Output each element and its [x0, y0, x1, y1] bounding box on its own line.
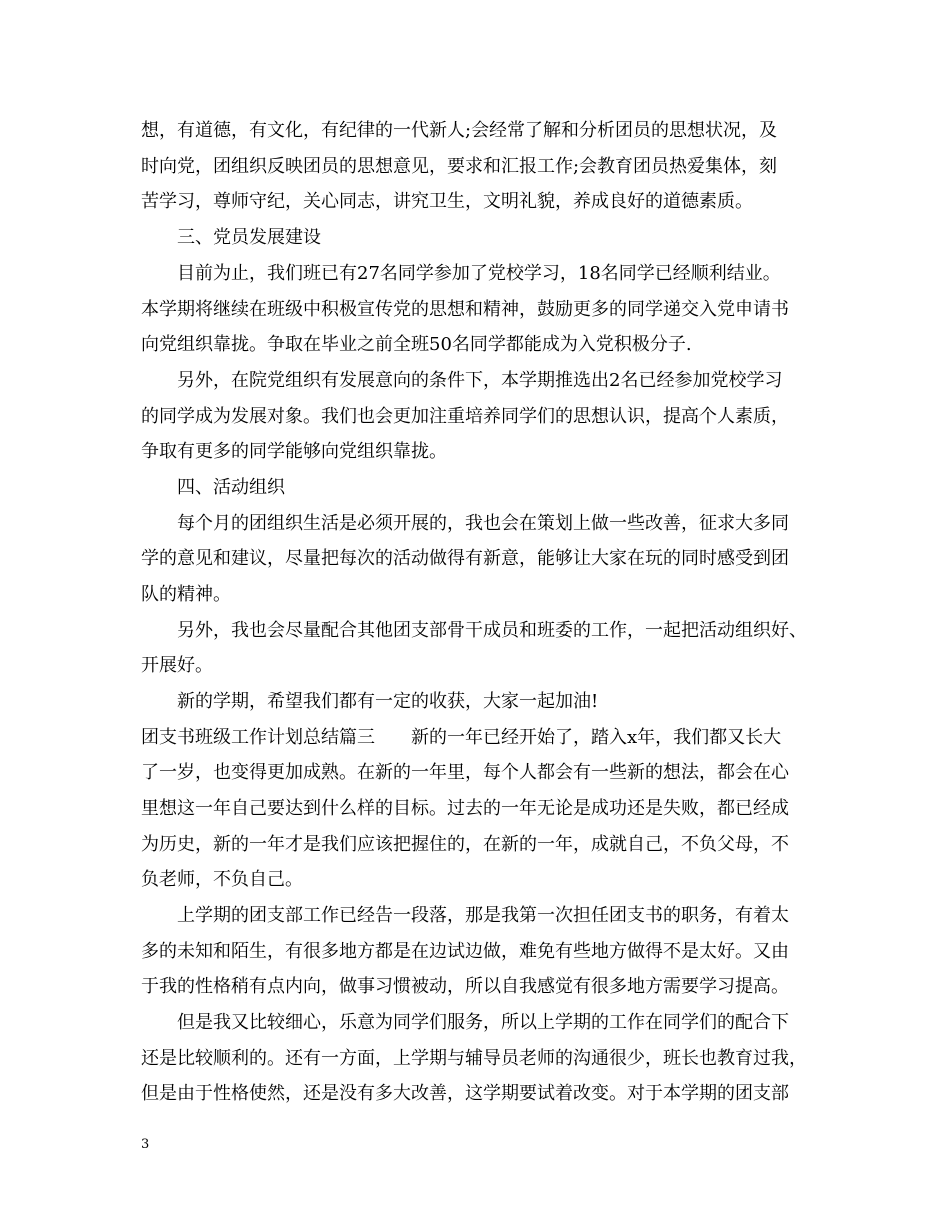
text-line: 于我的性格稍有点内向，做事习惯被动，所以自我感觉有很多地方需要学习提高。	[141, 976, 789, 997]
paragraph-first-line: 另外，在院党组织有发展意向的条件下，本学期推选出2名已经参加党校学习	[177, 370, 783, 391]
text-line: 开展好。	[141, 655, 213, 676]
article-title-line: 团支书班级工作计划总结篇三 新的一年已经开始了，踏入x年，我们都又长大	[141, 727, 782, 748]
text-line: 本学期将继续在班级中积极宣传党的思想和精神，鼓励更多的同学递交入党申请书	[141, 299, 789, 320]
text-line: 想，有道德，有文化，有纪律的一代新人;会经常了解和分析团员的思想状况，及	[141, 120, 778, 141]
text-line: 还是比较顺利的。还有一方面，上学期与辅导员老师的沟通很少，班长也教育过我，	[141, 1048, 807, 1069]
text-line: 但是由于性格使然，还是没有多大改善，这学期要试着改变。对于本学期的团支部	[141, 1083, 789, 1104]
text-line: 争取有更多的同学能够向党组织靠拢。	[141, 441, 447, 462]
paragraph-first-line: 目前为止，我们班已有27名同学参加了党校学习，18名同学已经顺利结业。	[177, 263, 781, 284]
text-line: 多的未知和陌生，有很多地方都是在边试边做，难免有些地方做得不是太好。又由	[141, 941, 789, 962]
text-line: 负老师，不负自己。	[141, 869, 303, 890]
text-line: 里想这一年自己要达到什么样的目标。过去的一年无论是成功还是失败，都已经成	[141, 798, 789, 819]
text-line: 向党组织靠拢。争取在毕业之前全班50名同学都能成为入党积极分子.	[141, 334, 692, 355]
text-line: 为历史，新的一年才是我们应该把握住的，在新的一年，成就自己，不负父母，不	[141, 834, 789, 855]
text-line: 学的意见和建议，尽量把每次的活动做得有新意，能够让大家在玩的同时感受到团	[141, 548, 789, 569]
paragraph-first-line: 上学期的团支部工作已经告一段落，那是我第一次担任团支书的职务，有着太	[177, 905, 789, 926]
paragraph-first-line: 新的学期，希望我们都有一定的收获，大家一起加油!	[177, 691, 599, 712]
text-line: 了一岁，也变得更加成熟。在新的一年里，每个人都会有一些新的想法，都会在心	[141, 762, 789, 783]
text-line: 队的精神。	[141, 584, 231, 605]
page-number: 3	[141, 1137, 150, 1152]
section-heading: 四、活动组织	[177, 477, 285, 498]
text-line: 时向党，团组织反映团员的思想意见，要求和汇报工作;会教育团员热爱集体，刻	[141, 156, 778, 177]
paragraph-first-line: 另外，我也会尽量配合其他团支部骨干成员和班委的工作，一起把活动组织好、	[177, 620, 807, 641]
paragraph-first-line: 但是我又比较细心，乐意为同学们服务，所以上学期的工作在同学们的配合下	[177, 1012, 789, 1033]
section-heading: 三、党员发展建设	[177, 227, 321, 248]
text-line: 的同学成为发展对象。我们也会更加注重培养同学们的思想认识，提高个人素质，	[141, 406, 789, 427]
text-line: 苦学习，尊师守纪，关心同志，讲究卫生，文明礼貌，养成良好的道德素质。	[141, 191, 753, 212]
paragraph-first-line: 每个月的团组织生活是必须开展的，我也会在策划上做一些改善，征求大多同	[177, 513, 789, 534]
